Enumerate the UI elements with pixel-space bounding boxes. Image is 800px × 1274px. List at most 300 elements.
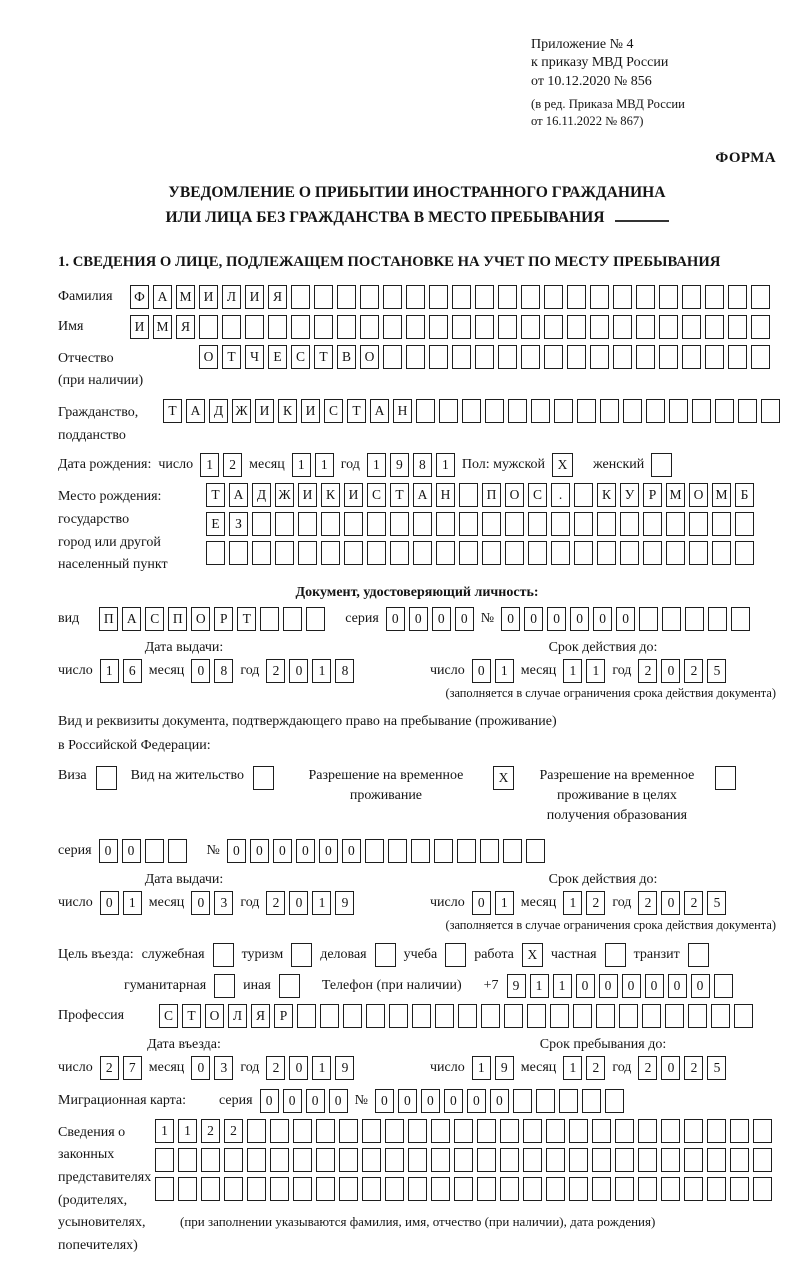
char-cell[interactable]	[527, 1004, 546, 1028]
char-cell[interactable]	[712, 541, 731, 565]
char-cell[interactable]	[247, 1177, 266, 1201]
char-cell[interactable]: 9	[495, 1056, 514, 1080]
char-cell[interactable]: 0	[547, 607, 566, 631]
char-cell[interactable]: Е	[206, 512, 225, 536]
char-cell[interactable]	[531, 399, 550, 423]
char-cell[interactable]: 0	[283, 1089, 302, 1113]
char-cell[interactable]: 0	[398, 1089, 417, 1113]
char-cell[interactable]	[275, 512, 294, 536]
char-cell[interactable]	[224, 1177, 243, 1201]
char-cell[interactable]	[638, 1177, 657, 1201]
char-cell[interactable]: 1	[123, 891, 142, 915]
char-cell[interactable]	[613, 315, 632, 339]
char-cell[interactable]: 0	[289, 1056, 308, 1080]
char-cell[interactable]	[293, 1177, 312, 1201]
char-cell[interactable]: 2	[266, 1056, 285, 1080]
char-cell[interactable]	[615, 1148, 634, 1172]
char-cell[interactable]	[385, 1177, 404, 1201]
char-cell[interactable]: Т	[314, 345, 333, 369]
char-cell[interactable]	[270, 1148, 289, 1172]
char-cell[interactable]	[643, 541, 662, 565]
char-cell[interactable]	[613, 285, 632, 309]
char-cell[interactable]: Т	[390, 483, 409, 507]
char-cell[interactable]	[546, 1177, 565, 1201]
char-cell[interactable]: Т	[347, 399, 366, 423]
char-cell[interactable]: 0	[645, 974, 664, 998]
char-cell[interactable]	[452, 285, 471, 309]
char-cell[interactable]: Я	[176, 315, 195, 339]
char-cell[interactable]	[385, 1119, 404, 1143]
char-cell[interactable]	[554, 399, 573, 423]
char-cell[interactable]: 0	[467, 1089, 486, 1113]
char-cell[interactable]	[590, 285, 609, 309]
char-cell[interactable]	[505, 512, 524, 536]
char-cell[interactable]: О	[505, 483, 524, 507]
char-cell[interactable]	[569, 1148, 588, 1172]
char-cell[interactable]	[155, 1177, 174, 1201]
char-cell[interactable]: С	[159, 1004, 178, 1028]
char-cell[interactable]	[199, 315, 218, 339]
char-cell[interactable]: 1	[563, 1056, 582, 1080]
char-cell[interactable]: Р	[274, 1004, 293, 1028]
char-cell[interactable]	[523, 1148, 542, 1172]
char-cell[interactable]: 0	[260, 1089, 279, 1113]
char-cell[interactable]	[707, 1148, 726, 1172]
char-cell[interactable]	[567, 315, 586, 339]
char-cell[interactable]	[145, 839, 164, 863]
char-cell[interactable]: И	[255, 399, 274, 423]
char-cell[interactable]	[459, 512, 478, 536]
char-cell[interactable]: О	[199, 345, 218, 369]
char-cell[interactable]: 0	[691, 974, 710, 998]
char-cell[interactable]: 1	[312, 659, 331, 683]
char-cell[interactable]	[646, 399, 665, 423]
char-cell[interactable]	[582, 1089, 601, 1113]
char-cell[interactable]	[600, 399, 619, 423]
char-cell[interactable]	[389, 1004, 408, 1028]
char-cell[interactable]	[366, 1004, 385, 1028]
char-cell[interactable]: 0	[524, 607, 543, 631]
char-cell[interactable]	[574, 512, 593, 536]
char-cell[interactable]: 5	[707, 659, 726, 683]
char-cell[interactable]: 2	[638, 659, 657, 683]
char-cell[interactable]: М	[176, 285, 195, 309]
char-cell[interactable]	[297, 1004, 316, 1028]
char-cell[interactable]	[408, 1148, 427, 1172]
option-temp-residence-education-checkbox[interactable]	[715, 766, 736, 790]
char-cell[interactable]	[498, 315, 517, 339]
char-cell[interactable]: Ж	[232, 399, 251, 423]
char-cell[interactable]	[751, 315, 770, 339]
char-cell[interactable]	[665, 1004, 684, 1028]
char-cell[interactable]	[365, 839, 384, 863]
char-cell[interactable]	[688, 1004, 707, 1028]
char-cell[interactable]	[639, 607, 658, 631]
char-cell[interactable]: О	[191, 607, 210, 631]
char-cell[interactable]	[320, 1004, 339, 1028]
char-cell[interactable]: Л	[228, 1004, 247, 1028]
char-cell[interactable]: С	[324, 399, 343, 423]
char-cell[interactable]	[344, 512, 363, 536]
char-cell[interactable]	[574, 483, 593, 507]
char-cell[interactable]: 0	[227, 839, 246, 863]
char-cell[interactable]	[436, 541, 455, 565]
char-cell[interactable]	[498, 345, 517, 369]
char-cell[interactable]: 0	[273, 839, 292, 863]
char-cell[interactable]	[270, 1177, 289, 1201]
char-cell[interactable]: И	[199, 285, 218, 309]
char-cell[interactable]	[475, 285, 494, 309]
char-cell[interactable]	[298, 541, 317, 565]
char-cell[interactable]: 0	[289, 891, 308, 915]
char-cell[interactable]: 0	[472, 891, 491, 915]
char-cell[interactable]: К	[321, 483, 340, 507]
char-cell[interactable]	[406, 315, 425, 339]
char-cell[interactable]: И	[298, 483, 317, 507]
char-cell[interactable]	[730, 1177, 749, 1201]
char-cell[interactable]: Т	[237, 607, 256, 631]
sex-female-checkbox[interactable]	[651, 453, 672, 477]
char-cell[interactable]	[505, 541, 524, 565]
char-cell[interactable]	[500, 1148, 519, 1172]
char-cell[interactable]: 0	[375, 1089, 394, 1113]
char-cell[interactable]: 9	[507, 974, 526, 998]
char-cell[interactable]	[636, 315, 655, 339]
char-cell[interactable]: 0	[319, 839, 338, 863]
char-cell[interactable]: А	[413, 483, 432, 507]
char-cell[interactable]	[458, 1004, 477, 1028]
char-cell[interactable]: 2	[684, 659, 703, 683]
char-cell[interactable]	[615, 1177, 634, 1201]
char-cell[interactable]	[643, 512, 662, 536]
char-cell[interactable]	[260, 607, 279, 631]
char-cell[interactable]: 1	[178, 1119, 197, 1143]
char-cell[interactable]	[390, 541, 409, 565]
char-cell[interactable]	[168, 839, 187, 863]
char-cell[interactable]	[642, 1004, 661, 1028]
char-cell[interactable]: 3	[214, 1056, 233, 1080]
char-cell[interactable]: 1	[436, 453, 455, 477]
purpose-humanitarian-checkbox[interactable]	[214, 974, 235, 998]
char-cell[interactable]: 1	[292, 453, 311, 477]
char-cell[interactable]	[337, 285, 356, 309]
char-cell[interactable]	[620, 541, 639, 565]
char-cell[interactable]	[429, 315, 448, 339]
char-cell[interactable]	[707, 1177, 726, 1201]
char-cell[interactable]: 0	[191, 1056, 210, 1080]
purpose-official-checkbox[interactable]	[213, 943, 234, 967]
char-cell[interactable]: Ж	[275, 483, 294, 507]
char-cell[interactable]	[735, 541, 754, 565]
char-cell[interactable]	[383, 315, 402, 339]
char-cell[interactable]: М	[712, 483, 731, 507]
char-cell[interactable]	[452, 345, 471, 369]
char-cell[interactable]	[459, 541, 478, 565]
char-cell[interactable]	[528, 541, 547, 565]
char-cell[interactable]	[728, 345, 747, 369]
char-cell[interactable]: М	[153, 315, 172, 339]
char-cell[interactable]	[416, 399, 435, 423]
char-cell[interactable]: 0	[409, 607, 428, 631]
char-cell[interactable]	[682, 285, 701, 309]
char-cell[interactable]: 2	[638, 891, 657, 915]
char-cell[interactable]: 0	[329, 1089, 348, 1113]
char-cell[interactable]	[362, 1148, 381, 1172]
char-cell[interactable]	[705, 345, 724, 369]
char-cell[interactable]	[638, 1148, 657, 1172]
char-cell[interactable]	[751, 285, 770, 309]
char-cell[interactable]	[222, 315, 241, 339]
char-cell[interactable]	[508, 399, 527, 423]
char-cell[interactable]	[711, 1004, 730, 1028]
char-cell[interactable]	[155, 1148, 174, 1172]
char-cell[interactable]	[454, 1177, 473, 1201]
char-cell[interactable]	[275, 541, 294, 565]
char-cell[interactable]	[666, 512, 685, 536]
char-cell[interactable]	[412, 1004, 431, 1028]
char-cell[interactable]: .	[551, 483, 570, 507]
char-cell[interactable]: 8	[413, 453, 432, 477]
purpose-private-checkbox[interactable]	[605, 943, 626, 967]
char-cell[interactable]	[229, 541, 248, 565]
char-cell[interactable]	[411, 839, 430, 863]
char-cell[interactable]: Н	[393, 399, 412, 423]
char-cell[interactable]	[544, 315, 563, 339]
char-cell[interactable]	[753, 1119, 772, 1143]
char-cell[interactable]: 1	[563, 891, 582, 915]
char-cell[interactable]	[316, 1119, 335, 1143]
char-cell[interactable]: С	[291, 345, 310, 369]
char-cell[interactable]: 2	[684, 1056, 703, 1080]
char-cell[interactable]: К	[278, 399, 297, 423]
char-cell[interactable]: 2	[201, 1119, 220, 1143]
char-cell[interactable]	[339, 1177, 358, 1201]
char-cell[interactable]	[573, 1004, 592, 1028]
char-cell[interactable]	[636, 285, 655, 309]
char-cell[interactable]	[498, 285, 517, 309]
char-cell[interactable]	[452, 315, 471, 339]
char-cell[interactable]: У	[620, 483, 639, 507]
char-cell[interactable]	[521, 285, 540, 309]
char-cell[interactable]: Ф	[130, 285, 149, 309]
char-cell[interactable]: 0	[444, 1089, 463, 1113]
char-cell[interactable]	[435, 1004, 454, 1028]
char-cell[interactable]: 0	[432, 607, 451, 631]
char-cell[interactable]: Б	[735, 483, 754, 507]
char-cell[interactable]	[659, 315, 678, 339]
char-cell[interactable]: О	[689, 483, 708, 507]
char-cell[interactable]	[316, 1148, 335, 1172]
char-cell[interactable]: 1	[312, 891, 331, 915]
char-cell[interactable]	[343, 1004, 362, 1028]
char-cell[interactable]: П	[482, 483, 501, 507]
char-cell[interactable]	[567, 345, 586, 369]
char-cell[interactable]	[567, 285, 586, 309]
char-cell[interactable]	[682, 345, 701, 369]
char-cell[interactable]	[662, 607, 681, 631]
char-cell[interactable]: Т	[222, 345, 241, 369]
char-cell[interactable]: И	[344, 483, 363, 507]
char-cell[interactable]	[551, 541, 570, 565]
char-cell[interactable]	[661, 1119, 680, 1143]
char-cell[interactable]	[360, 315, 379, 339]
char-cell[interactable]	[569, 1177, 588, 1201]
char-cell[interactable]	[613, 345, 632, 369]
char-cell[interactable]	[224, 1148, 243, 1172]
char-cell[interactable]	[462, 399, 481, 423]
char-cell[interactable]: 0	[661, 1056, 680, 1080]
char-cell[interactable]: 1	[155, 1119, 174, 1143]
char-cell[interactable]	[661, 1148, 680, 1172]
char-cell[interactable]: 0	[421, 1089, 440, 1113]
char-cell[interactable]	[728, 315, 747, 339]
char-cell[interactable]	[526, 839, 545, 863]
char-cell[interactable]	[597, 541, 616, 565]
char-cell[interactable]: Е	[268, 345, 287, 369]
char-cell[interactable]	[408, 1177, 427, 1201]
char-cell[interactable]	[247, 1119, 266, 1143]
char-cell[interactable]	[178, 1148, 197, 1172]
char-cell[interactable]	[574, 541, 593, 565]
char-cell[interactable]	[321, 512, 340, 536]
char-cell[interactable]: 1	[472, 1056, 491, 1080]
char-cell[interactable]	[500, 1177, 519, 1201]
char-cell[interactable]	[707, 1119, 726, 1143]
char-cell[interactable]: 7	[123, 1056, 142, 1080]
char-cell[interactable]: 0	[472, 659, 491, 683]
char-cell[interactable]	[431, 1119, 450, 1143]
char-cell[interactable]	[708, 607, 727, 631]
char-cell[interactable]: 0	[342, 839, 361, 863]
char-cell[interactable]	[314, 315, 333, 339]
char-cell[interactable]: 0	[661, 659, 680, 683]
char-cell[interactable]: 2	[100, 1056, 119, 1080]
char-cell[interactable]	[252, 541, 271, 565]
char-cell[interactable]: 0	[661, 891, 680, 915]
char-cell[interactable]	[344, 541, 363, 565]
char-cell[interactable]: 1	[367, 453, 386, 477]
char-cell[interactable]	[475, 345, 494, 369]
char-cell[interactable]	[735, 512, 754, 536]
char-cell[interactable]: 0	[306, 1089, 325, 1113]
char-cell[interactable]	[590, 345, 609, 369]
char-cell[interactable]: 0	[100, 891, 119, 915]
char-cell[interactable]	[730, 1148, 749, 1172]
char-cell[interactable]: З	[229, 512, 248, 536]
char-cell[interactable]: 1	[586, 659, 605, 683]
char-cell[interactable]: 2	[638, 1056, 657, 1080]
char-cell[interactable]: 5	[707, 1056, 726, 1080]
char-cell[interactable]: А	[229, 483, 248, 507]
char-cell[interactable]	[504, 1004, 523, 1028]
char-cell[interactable]: 2	[586, 1056, 605, 1080]
char-cell[interactable]	[513, 1089, 532, 1113]
char-cell[interactable]	[684, 1119, 703, 1143]
option-residence-permit-checkbox[interactable]	[253, 766, 274, 790]
char-cell[interactable]: 0	[490, 1089, 509, 1113]
char-cell[interactable]: 0	[576, 974, 595, 998]
char-cell[interactable]	[431, 1148, 450, 1172]
char-cell[interactable]: Ч	[245, 345, 264, 369]
char-cell[interactable]	[753, 1177, 772, 1201]
char-cell[interactable]	[306, 607, 325, 631]
char-cell[interactable]: Я	[268, 285, 287, 309]
char-cell[interactable]: А	[122, 607, 141, 631]
char-cell[interactable]: 0	[593, 607, 612, 631]
char-cell[interactable]	[252, 512, 271, 536]
char-cell[interactable]	[367, 541, 386, 565]
char-cell[interactable]	[661, 1177, 680, 1201]
char-cell[interactable]	[321, 541, 340, 565]
char-cell[interactable]: С	[528, 483, 547, 507]
char-cell[interactable]	[270, 1119, 289, 1143]
char-cell[interactable]	[577, 399, 596, 423]
char-cell[interactable]	[477, 1177, 496, 1201]
char-cell[interactable]: Т	[163, 399, 182, 423]
char-cell[interactable]	[559, 1089, 578, 1113]
char-cell[interactable]	[528, 512, 547, 536]
char-cell[interactable]	[459, 483, 478, 507]
char-cell[interactable]: 8	[214, 659, 233, 683]
char-cell[interactable]	[201, 1148, 220, 1172]
char-cell[interactable]	[482, 541, 501, 565]
char-cell[interactable]: 0	[289, 659, 308, 683]
char-cell[interactable]: 0	[668, 974, 687, 998]
char-cell[interactable]	[291, 285, 310, 309]
char-cell[interactable]	[615, 1119, 634, 1143]
char-cell[interactable]	[623, 399, 642, 423]
char-cell[interactable]	[712, 512, 731, 536]
char-cell[interactable]	[408, 1119, 427, 1143]
char-cell[interactable]	[669, 399, 688, 423]
char-cell[interactable]	[731, 607, 750, 631]
char-cell[interactable]	[293, 1119, 312, 1143]
char-cell[interactable]	[685, 607, 704, 631]
char-cell[interactable]	[550, 1004, 569, 1028]
char-cell[interactable]	[605, 1089, 624, 1113]
char-cell[interactable]: 0	[296, 839, 315, 863]
char-cell[interactable]: М	[666, 483, 685, 507]
char-cell[interactable]	[503, 839, 522, 863]
char-cell[interactable]	[714, 974, 733, 998]
char-cell[interactable]: 5	[707, 891, 726, 915]
char-cell[interactable]	[436, 512, 455, 536]
char-cell[interactable]: 0	[191, 891, 210, 915]
char-cell[interactable]: И	[130, 315, 149, 339]
char-cell[interactable]	[689, 512, 708, 536]
char-cell[interactable]	[385, 1148, 404, 1172]
char-cell[interactable]	[339, 1148, 358, 1172]
char-cell[interactable]	[429, 345, 448, 369]
char-cell[interactable]	[457, 839, 476, 863]
char-cell[interactable]	[337, 315, 356, 339]
char-cell[interactable]: 2	[586, 891, 605, 915]
char-cell[interactable]	[316, 1177, 335, 1201]
char-cell[interactable]: 0	[191, 659, 210, 683]
char-cell[interactable]	[546, 1119, 565, 1143]
char-cell[interactable]	[178, 1177, 197, 1201]
char-cell[interactable]	[684, 1148, 703, 1172]
char-cell[interactable]: 0	[455, 607, 474, 631]
char-cell[interactable]	[761, 399, 780, 423]
char-cell[interactable]	[413, 541, 432, 565]
char-cell[interactable]: Д	[209, 399, 228, 423]
char-cell[interactable]: 0	[570, 607, 589, 631]
char-cell[interactable]	[659, 285, 678, 309]
char-cell[interactable]	[390, 512, 409, 536]
char-cell[interactable]: 1	[100, 659, 119, 683]
char-cell[interactable]	[592, 1119, 611, 1143]
